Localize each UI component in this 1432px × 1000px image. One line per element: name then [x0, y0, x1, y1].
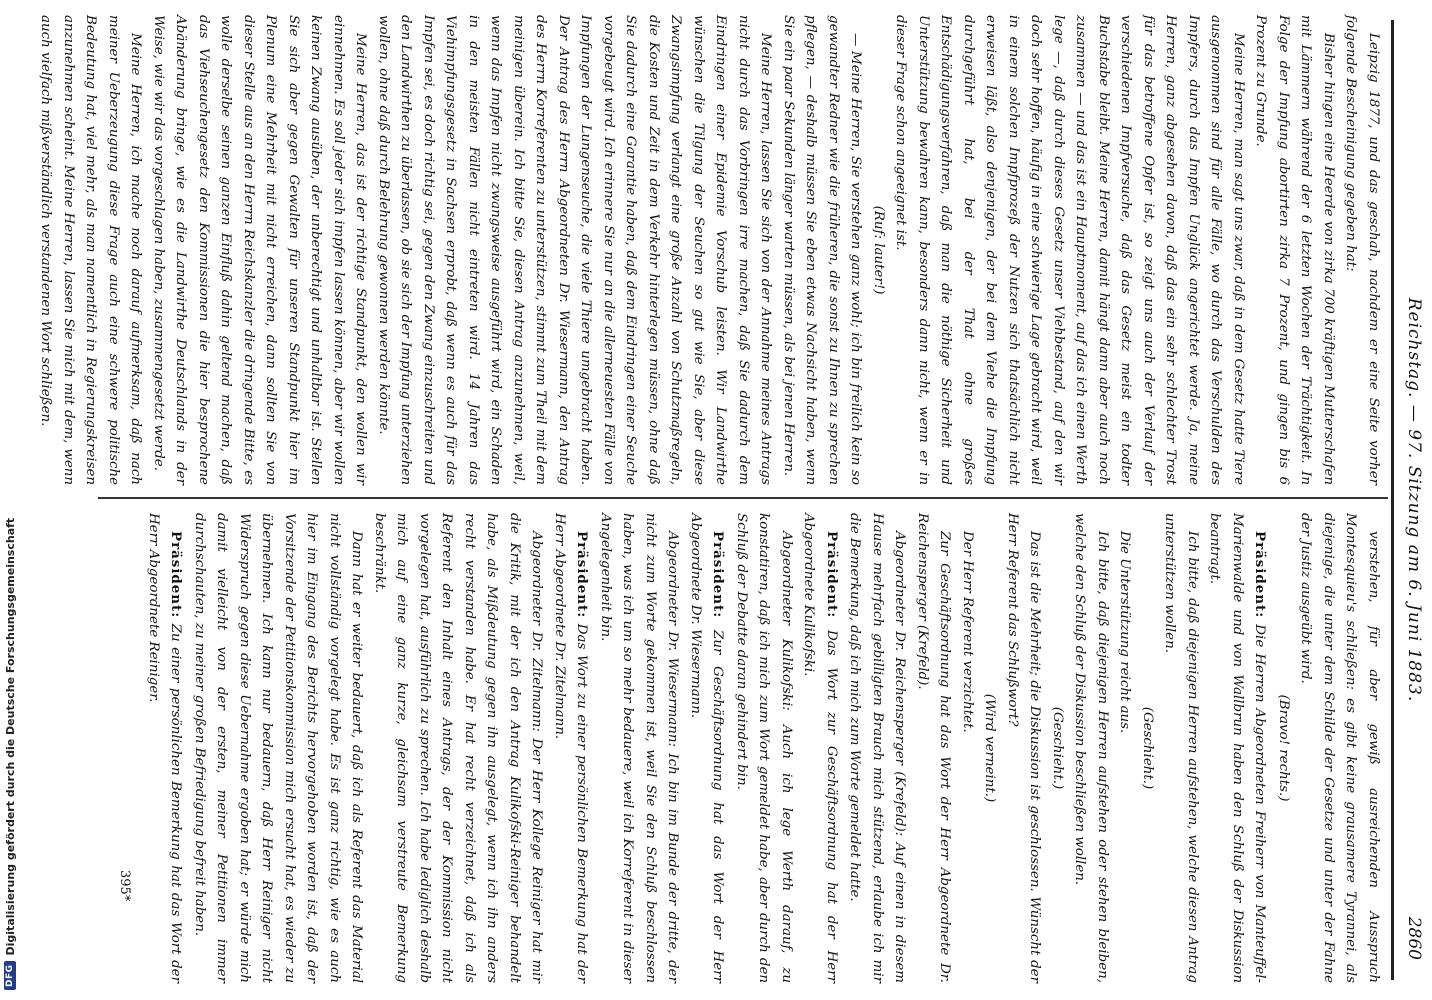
- right-column: [104, 513, 1384, 983]
- header-rule: [1391, 20, 1394, 980]
- paragraph: Dann hat er weiter bedauert, daß ich als Referent das Material nicht vollständig vorgelegt habe. Es ist ganz richtig, wie es auch hier im Eingang des Berichts hervorgehoben worden ist, daß der Vorsitzende der Petitionskommission mich ersucht hat, es wieder zu übernehmen. Ich kann nur bedauern, daß Herr Reiniger nicht Widerspruch gegen diese Uebernahme ergoben hat; er würde mich damit vielleicht von der ersten, meiner Petitionen immer durchschauten, zu meiner großen Befriedigung befreit haben.: [192, 513, 365, 983]
- rotated-page-content: [38, 0, 1432, 1000]
- page-number: 2860: [1404, 916, 1424, 960]
- speech-president: [142, 513, 188, 983]
- speaker-label: Präsident:: [574, 531, 591, 619]
- paragraph: Abgeordneter Dr. Reichensperger (Krefeld): Auf einen in diesem Hause mehrfach gebilligten Brauch mich stützend, erlaube ich mir die Bemerkung, daß ich mich zum Worte gemeldet hatte.: [847, 513, 908, 983]
- page-title: Reichstag. — 97. Sitzung am 6. Juni 1883.: [1404, 297, 1424, 703]
- speech-president: [684, 513, 730, 983]
- speaker-label: Präsident:: [824, 531, 840, 619]
- speech-text: Das Wort zur Geschäftsordnung hat der Herr Abgeordnete Kulikofski.: [801, 513, 839, 983]
- column-divider: [98, 497, 1388, 499]
- speaker-label: Präsident:: [1252, 531, 1269, 619]
- sheet-signature: 395*: [117, 870, 132, 902]
- paragraph: Leipzig 1877, und das geschah, nachdem er eine Seite vorher folgende Bescheinigung gegeben hat:: [1343, 15, 1381, 485]
- paragraph: Zur Geschäftsordnung hat das Wort der Herr Abgeordnete Dr. Reichensperger (Krefeld).: [915, 513, 953, 983]
- paragraph: Die Unterstützung reicht aus.: [1117, 531, 1133, 734]
- speaker-label: Präsident:: [710, 531, 727, 619]
- interjection: (Bravo! rechts.): [1276, 694, 1291, 802]
- paragraph: — Meine Herren, Sie verstehen ganz wohl; ich bin freilich kein so gewandter Redner wie die früheren, die sonst zu Ihnen zu sprechen pflegen, — deshalb müssen Sie eben etwas Nachsicht haben, wenn Sie ein paar Sekunden länger warten müssen, als bei jenen Herren.: [781, 15, 864, 485]
- scanned-page: [38, 0, 1432, 1000]
- speech-text: Das Wort zu einer persönlichen Bemerkung hat der Herr Abgeordnete Dr. Zitelmann.: [552, 513, 590, 983]
- digitization-credit: [0, 0, 20, 1000]
- speech-president: [1203, 513, 1272, 983]
- left-column: [38, 15, 1384, 485]
- interjection: (Ruf: lauter!): [871, 205, 886, 295]
- speech-text: Die Herren Abgeordneten Freiherr von Manteuffel-Marienwalde und von Wallbrun haben den Schluß der Diskussion beantragt.: [1207, 513, 1268, 983]
- speaker-label: Präsident:: [168, 531, 185, 619]
- speech-text: Zur Geschäftsordnung hat das Wort der Herr Abgeordnete Dr. Wiesermann.: [688, 513, 726, 983]
- paragraph: Meine Herren, ich mache noch darauf aufmerksam, daß nach meiner Ueberzeugung diese Frage auch eine schwere politische Bedeutung hat, viel mehr, als man namentlich in Regierungskreisen anzunehmen scheint. Meine Herren, lassen Sie mich mit dem, wenn auch vielfach mißverständlich verstandenen Wort schließen.: [38, 15, 144, 485]
- paragraph: Meine Herren, das ist der richtige Standpunkt, den wollen wir einnehmen. Es soll jeder sich impfen lassen können, aber wir wollen keinen Zwang ausüben, der unberechtigt und unhaltbar ist. Stellen Sie sich aber gegen Gewalten für unseren Standpunkt hier im Plenum eine Mehrheit mit nicht erreichen, dann sollten Sie von dieser Stelle aus an den Herrn Reichskanzler die dringende Bitte, es wolle derselbe seinen ganzen Einfluß dahin geltend machen, daß das Viehseuchengesetz den Kommissionen die hier besprochene Abänderung bringe, wie es die Landwirthe Deutschlands in der Weise, wie wir das vorgeschlagen haben, zusammengesetzt werde.: [151, 15, 369, 485]
- paragraph: Der Herr Referent verzichtet.: [960, 531, 975, 733]
- paragraph: Abgeordneter Dr. Wiesermann: Ich bin im Bunde der dritte, der nicht zum Worte gekommen ist, weil Sie den Schluß beschlossen haben, was ich um so mehr bedauere, weil ich Korreferent in dieser Angelegenheit bin.: [598, 513, 681, 983]
- speech-president: [797, 513, 843, 983]
- paragraph: verstehen, für aber gewiß ausreichenden Ausspruch Montesquieu's schließen: es gibt keine grausamere Tyrannei, als diejenige, die unter dem Schilde der Gesetze und unter der Fahne der Justiz ausgeübt wird.: [1298, 513, 1381, 983]
- credit-text: Digitalisierung gefördert durch die Deutsche Forschungsgemeinschaft: [3, 517, 17, 956]
- sidebar: [0, 0, 20, 1000]
- paragraph: Abgeordneter Kulikofski: Auch ich lege Werth darauf, zu konstatiren, daß ich mich zum Wort gemeldet habe, aber durch den Schluß der Debatte daran gehindert bin.: [734, 513, 794, 983]
- interjection: (Geschieht.): [1140, 706, 1155, 790]
- quoted-paragraph: Bisher hingen eine Heerde von zirka 700 kräftigen Mutterschafen mit Lämmern während der 6 letzten Wochen der Trächtigkeit. In Folge der Impfung abortirten zirka 7 Prozent, und gingen bis 6 Prozent zu Grunde.: [1253, 15, 1336, 485]
- page-header: [1396, 40, 1426, 960]
- speech-text: Zu einer persönlichen Bemerkung hat das Wort der Herr Abgeordnete Reiniger.: [146, 513, 184, 983]
- speech-president: [548, 513, 594, 983]
- paragraph: Meine Herren, man sagt uns zwar, daß in dem Gesetz hatte Tiere ausgenommen sind für alle Fälle, wo durch das Verschulden des Impfers, durch das Impfen Unglück angerichtet werde. Ja, meine Herren, ganz abgesehen davon, daß das ein sehr schlechter Trost für das betroffene Opfer ist, so zeigt uns auch der Verlauf der verschiedenen Impfversuche, daß das Gesetz meist ein todter Buchstabe bleibt. Meine Herren, damit hängt dann aber auch noch zusammen — und das ist ein Hauptmoment, auf das ich einen Werth lege —, daß durch dieses Gesetz unser Viehbestand, auf den wir doch sehr hoffen, häufig in eine schwierige Lage gebracht wird, weil in einem solchen Impfprozeß der Nutzen sich thatsächlich nicht erweisen läßt, also denjenigen, der bei dem Viehe die Impfung durchgeführt hat, bei der That ohne großes Entschädigungsverfahren, daß man die nöthige Sicherheit und Unterstützung bewahren kann, besonders dann nicht, wenn er in dieser Frage schon angeeignet ist.: [893, 15, 1246, 485]
- paragraph: Abgeordneter Dr. Zitelmann: Der Herr Kollege Reiniger hat mir die Kritik, mit der ich den Antrag Kulikofski-Reiniger behandelt habe, als Mißdeutung gegen ihn ausgelegt, wenn ich ihn anders recht verstanden habe. Er hat recht verzeichnet, daß ich als Referent den Inhalt eines Antrags, der der Kommission nicht vorgelegen hat, ausführlich zu sprechen. Ich habe lediglich deshalb mich auf eine ganz kurze, gleichsam verstreute Bemerkung beschränkt.: [372, 513, 545, 983]
- paragraph: Ich bitte, daß diejenigen Herren aufstehen, welche diesen Antrag unterstützen wollen.: [1162, 513, 1200, 983]
- dfg-logo: DFG: [4, 961, 16, 990]
- paragraph: Das ist die Mehrheit; die Diskussion ist geschlossen. Wünscht der Herr Referent das Schlußwort?: [1005, 513, 1043, 983]
- paragraph: Ich bitte, daß diejenigen Herren aufstehen oder stehen bleiben, welche den Schluß der Diskussion beschließen wollen.: [1072, 513, 1110, 983]
- interjection: (Wird verneint.): [982, 693, 998, 803]
- paragraph: Meine Herren, lassen Sie sich von der Annahme meines Antrags nicht durch das Vorbringen irre machen, daß Sie dadurch dem Eindringen einer Epidemie Vorschub leisten. Wir Landwirthe wünschen die Tilgung der Seuchen so gut wie Sie, aber diese Zwangsimpfung verlangt eine große Anzahl von Schutzmaßregeln, die Kosten und Zeit in dem Verkehr hinterlegen müssen, ohne daß Sie dadurch eine Garantie haben, daß dem Eindringen einer Seuche vorgebeugt wird. Ich erinnere Sie nur an die allerneuesten Fälle von Impfungen der Lungenseuche, die viele Thiere umgebracht haben. Der Antrag des Herrn Abgeordneten Dr. Wiesermann, den Antrag des Herrn Korreferenten zu unterstützen, stimmt zum Theil mit dem meinigen überein. Ich bitte Sie, diesen Antrag anzunehmen, weil, wenn das Impfen nicht zwangsweise ausgeführt wird, ein Schaden in den meisten Fällen nicht eintreten wird. 14 Jahren das Viehimpfungsgesetz in Sachsen erprobt, daß wenn es auch für das Impfen sei, es doch richtig sei, gegen den Zwang einzuschreiten und den Landwirthen zu überlassen, ob sie sich der Impfung unterziehen wollen, ohne daß durch Belehrung gewonnen werden könnte.: [376, 15, 774, 485]
- interjection: (Geschieht.): [1050, 706, 1065, 790]
